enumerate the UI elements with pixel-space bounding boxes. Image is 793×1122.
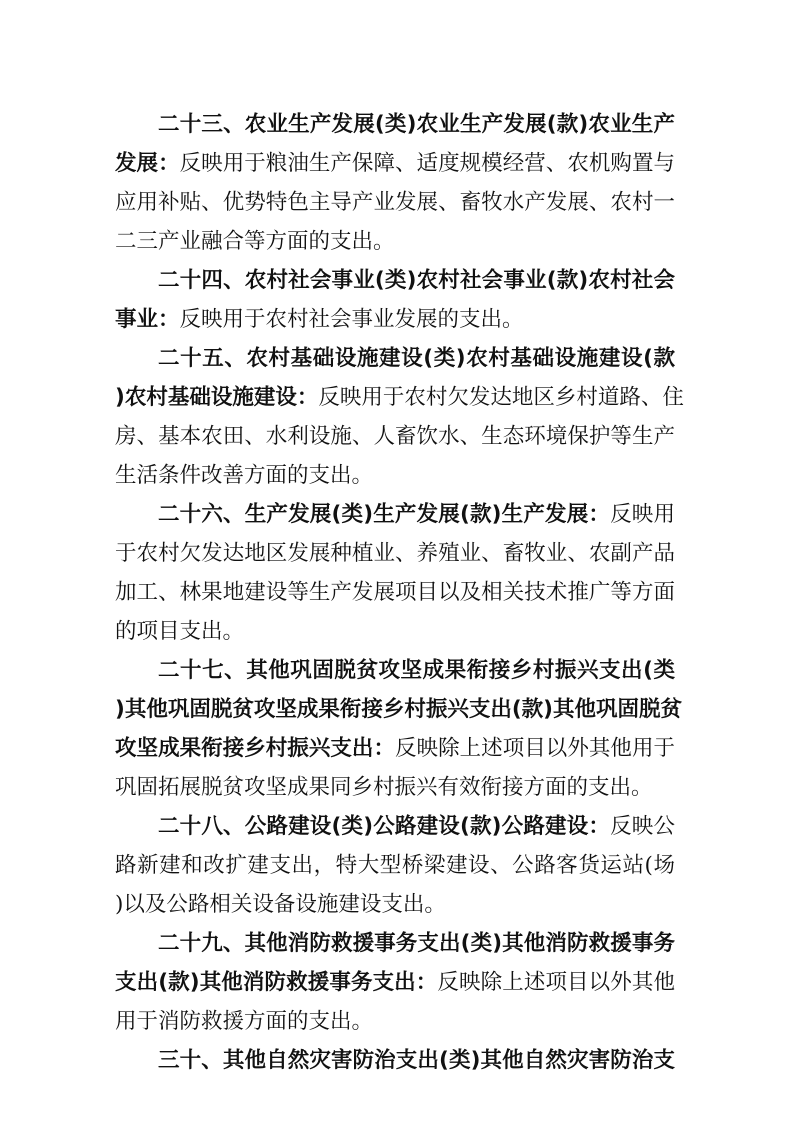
- paragraph-28-line-1: [158, 810, 675, 844]
- section-heading: 事业：: [115, 307, 180, 332]
- section-heading: 发展：: [115, 151, 180, 176]
- body-text: 用于消防救援方面的支出。: [115, 1009, 374, 1034]
- section-heading: 二十八、公路建设(类)公路建设(款)公路建设：: [158, 814, 611, 839]
- body-text: 反映用: [610, 502, 675, 527]
- body-text: )以及公路相关设备设施建设支出。: [115, 892, 446, 917]
- body-text: 巩固拓展脱贫攻坚成果同乡村振兴有效衔接方面的支出。: [115, 775, 653, 800]
- paragraph-25-line-3: [115, 420, 675, 454]
- body-text: 于农村欠发达地区发展种植业、养殖业、畜牧业、农副产品: [115, 541, 675, 566]
- paragraph-26-line-4: [115, 615, 675, 649]
- body-text: 二三产业融合等方面的支出。: [115, 229, 395, 254]
- paragraph-26-line-3: [115, 576, 675, 610]
- paragraph-30-line-1: [158, 1044, 675, 1078]
- paragraph-26-line-2: [115, 537, 675, 571]
- paragraph-25-line-1: [158, 342, 675, 376]
- body-text: 反映公: [610, 814, 675, 839]
- body-text: 反映除上述项目以外其他: [437, 970, 675, 995]
- paragraph-25-line-2: [115, 381, 684, 415]
- body-text: 反映用于农村欠发达地区乡村道路、住: [318, 385, 684, 410]
- body-text: 加工、林果地建设等生产发展项目以及相关技术推广等方面: [115, 580, 675, 605]
- section-heading: 攻坚成果衔接乡村振兴支出：: [115, 736, 396, 761]
- section-heading: )其他巩固脱贫攻坚成果衔接乡村振兴支出(款)其他巩固脱贫: [115, 697, 682, 722]
- section-heading: 二十五、农村基础设施建设(类)农村基础设施建设(款: [158, 346, 675, 371]
- body-text: 应用补贴、优势特色主导产业发展、畜牧水产发展、农村一: [115, 190, 675, 215]
- paragraph-27-line-3: [115, 732, 675, 766]
- paragraph-29-line-1: [158, 927, 675, 961]
- section-heading: 三十、其他自然灾害防治支出(类)其他自然灾害防治支: [158, 1048, 675, 1073]
- paragraph-23-line-2: [115, 147, 675, 181]
- section-heading: )农村基础设施建设：: [115, 385, 319, 410]
- section-heading: 二十九、其他消防救援事务支出(类)其他消防救援事务: [158, 931, 675, 956]
- paragraph-24-line-1: [158, 264, 675, 298]
- paragraph-27-line-1: [158, 654, 675, 688]
- section-heading: 二十三、农业生产发展(类)农业生产发展(款)农业生产: [158, 112, 675, 137]
- section-heading: 二十七、其他巩固脱贫攻坚成果衔接乡村振兴支出(类: [158, 658, 675, 683]
- paragraph-29-line-3: [115, 1005, 675, 1039]
- paragraph-28-line-2: [115, 849, 675, 883]
- section-heading: 二十四、农村社会事业(类)农村社会事业(款)农村社会: [158, 268, 675, 293]
- paragraph-27-line-2: [115, 693, 682, 727]
- section-heading: 二十六、生产发展(类)生产发展(款)生产发展：: [158, 502, 611, 527]
- paragraph-23-line-1: [158, 108, 675, 142]
- paragraph-24-line-2: [115, 303, 675, 337]
- paragraph-29-line-2: [115, 966, 675, 1000]
- paragraph-26-line-1: [158, 498, 675, 532]
- paragraph-23-line-3: [115, 186, 675, 220]
- paragraph-27-line-4: [115, 771, 675, 805]
- body-text: 的项目支出。: [115, 619, 245, 644]
- body-text: 反映除上述项目以外其他用于: [395, 736, 675, 761]
- body-text: 房、基本农田、水利设施、人畜饮水、生态环境保护等生产: [115, 424, 675, 449]
- body-text: 反映用于农村社会事业发展的支出。: [179, 307, 524, 332]
- body-text: 生活条件改善方面的支出。: [115, 463, 374, 488]
- paragraph-28-line-3: [115, 888, 675, 922]
- paragraph-23-line-4: [115, 225, 675, 259]
- body-text: 路新建和改扩建支出，特大型桥梁建设、公路客货运站(场: [115, 853, 675, 878]
- paragraph-25-line-4: [115, 459, 675, 493]
- section-heading: 支出(款)其他消防救援事务支出：: [115, 970, 438, 995]
- body-text: 反映用于粮油生产保障、适度规模经营、农机购置与: [179, 151, 675, 176]
